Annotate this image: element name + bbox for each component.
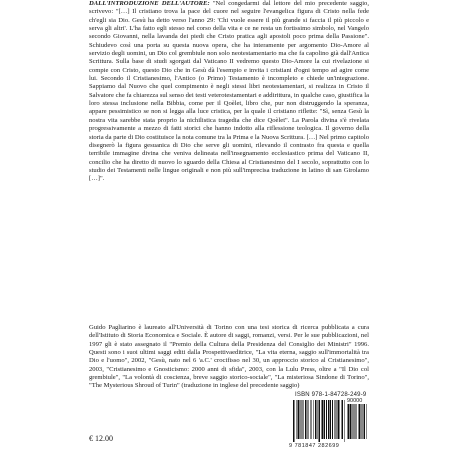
author-introduction xyxy=(89,0,369,184)
isbn-barcode xyxy=(287,392,369,454)
author-biography: Guido Pagliarino è laureato all'Università di Torino con una tesi storica di ricerca pubblicata a cura dell'Istituto di Storia Economica e Sociale. È autore di saggi, romanzi, versi. Per le sue pubblicazioni, nel 1997 gli è stato assegnato il "Premio della Cultura della Presidenza del Consiglio dei Ministri" 1996. Questi sono i suoi ultimi saggi editi dalla Prospettivaeditrice, "La vita eterna, saggio sull'immortalità tra Dio e l'uomo", 2002, "Gesù, nato nel 6 'a.C.' crocifisso nel 30, un approccio storico al Cristianesimo", 2003, "Cristianesimo e Gnosticismo: 2000 anni di sfida", 2003, con la Lulu Press, oltre a "Il Dio col grembiule", "La volontà di coscienza, breve saggio storico-sociale", "La misteriosa Sindone di Torino", "The Mysterious Shroud of Turin" (traduzione in inglese del precedente saggio) xyxy=(89,324,369,390)
introduction-heading: DALL'INTRODUZIONE DELL'AUTORE: xyxy=(89,0,210,7)
price-label: € 12.00 xyxy=(89,434,113,443)
barcode-addon-digits: 90000 xyxy=(347,398,363,404)
isbn-number: ISBN 978-1-84728-249-9 xyxy=(295,392,367,398)
barcode-addon-bars xyxy=(347,404,367,442)
barcode-main-bars xyxy=(293,400,345,442)
ean-digits: 9 781847 282699 xyxy=(289,443,340,449)
introduction-text: "Nel congedarmi dal lettore del mio precedente saggio, scrivevo: "[…] Il cristiano trova la pace del cuore nel seguire l'evangelica figura di Cristo nella fede ch'egli sia Dio. Gesù ha detto verso l'anno 29: 'Chi vuole essere il più grande si faccia il più piccolo e serva gli altri'. L'ha fatto egli stesso nel corso della vita e ce ne resta un fortissimo simbolo, nel Vangelo secondo Giovanni, nella lavanda dei piedi che Cristo pratica agli apostoli poco prima della Passione". Schiudevo così una porta su questa nuova opera, che ha interamente per argomento Dio-Amore al servizio degli uomini, un Dio col grembiule non solo neotestamentario ma che fa capolino già dall'Antica Scrittura. Sulla base di studi sgorgati dal Vaticano II vedremo questo Dio-Amore la cui rivelazione si compie con Cristo, questo Dio che in Gesù dà l'esempio e invita i cristiani d'ogni tempo ad agire come lui. Secondo il Cristianesimo, l'Antico (o Primo) Testamento è incompleto e chiede un'integrazione. Sappiamo dal Nuovo che quel compimento è negli stessi libri neotestamentari, si realizza in Cristo il Salvatore che fa chiarezza sul senso dei testi veterotestamentari e addirittura, in qualche caso, giustifica la loro stessa inclusione nella Bibbia, come per il Qoèlet, libro che, pur non distruggendo la speranza, appare pessimistico se non si legga alla luce cristica, per la quale il cristiano riflette: "Sì, senza Gesù la nostra vita sarebbe stata proprio la nichilistica tragedia che dice Qoèlet". La Parola divina s'è rivelata progressivamente a mezzo di fatti storici che hanno indotto alla riflessione teologica. Il governo della storia da parte di Dio costituisce la nota comune tra la Prima e la Nuova Scrittura. […] Nel primo capitolo disegnerò la figura gesuanica di Dio che serve gli uomini, rilevando il contrasto fra questa e quella terribile immagine divina che veniva delineata nell'insegnamento ecclesiastico prima del Vaticano II, concilio che ha diretto di nuovo lo sguardo della Chiesa al Cristianesimo del I secolo, soprattutto con lo studio dei Testamenti nelle lingue originali e non più sull'imprecisa traduzione in latino di san Girolamo […]". xyxy=(89,0,369,183)
